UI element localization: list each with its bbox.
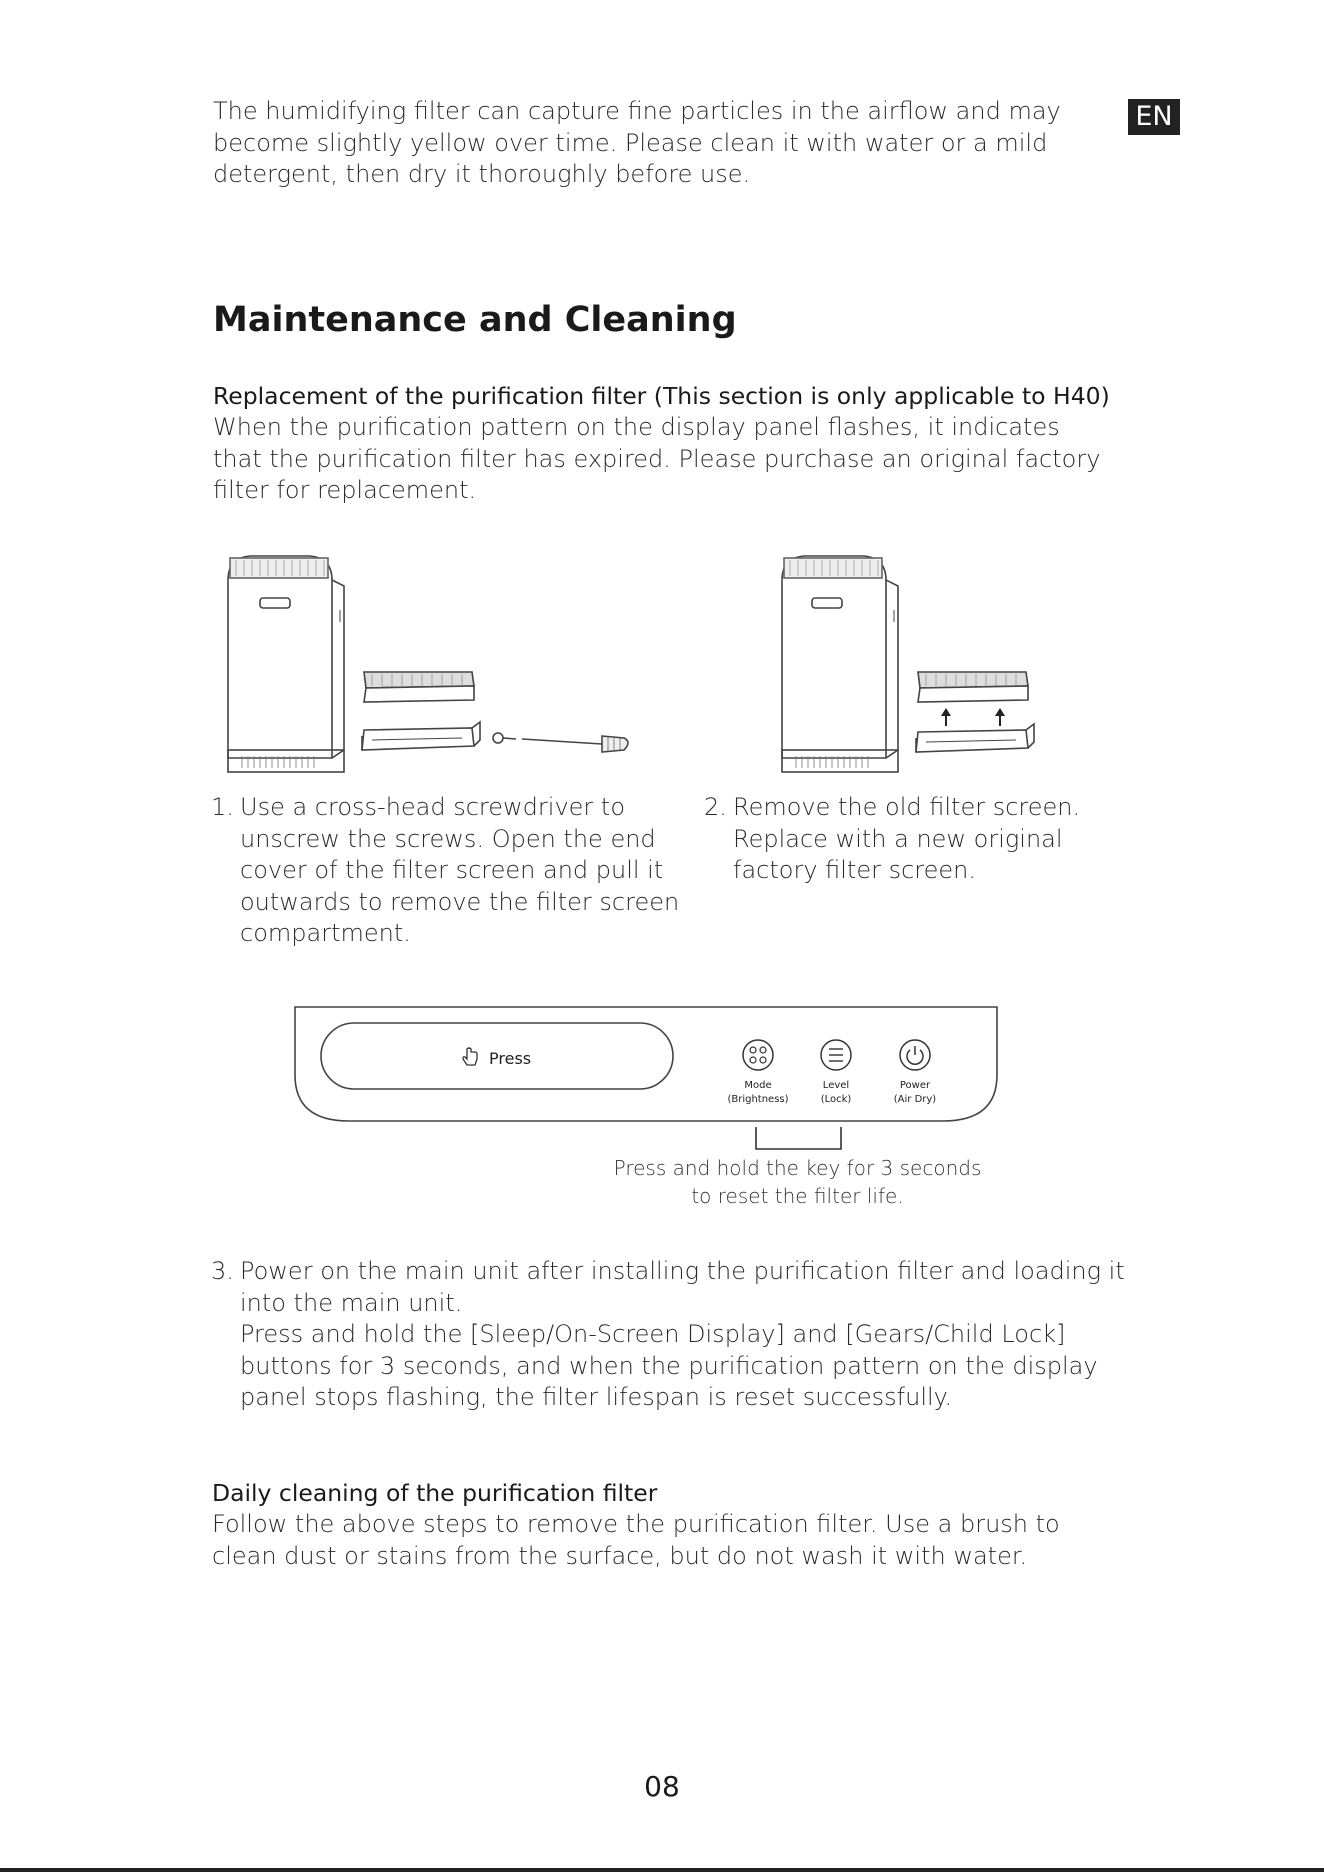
unit-handle: [812, 598, 842, 608]
mode-label: Mode: [744, 1080, 772, 1091]
step-number: 1.: [211, 793, 234, 821]
level-button: [821, 1040, 852, 1105]
replace-filter-illustration: [778, 550, 1048, 775]
power-button: [894, 1040, 937, 1105]
reset-note-line-2: to reset the filter life.: [691, 1183, 904, 1208]
top-grille: [784, 558, 882, 578]
level-icon: [829, 1049, 843, 1061]
language-badge: EN: [1128, 99, 1180, 135]
step-number: 3.: [211, 1257, 234, 1285]
press-label: Press: [489, 1049, 532, 1068]
mode-icon: [750, 1047, 766, 1063]
screw: [493, 733, 503, 743]
screwdriver-handle: [602, 736, 628, 752]
reset-note: [560, 1155, 1035, 1210]
step-3-line-1: Power on the main unit after installing the purification filter and loading it into the main unit.: [240, 1257, 1125, 1317]
purifier-unit-body: [228, 556, 332, 758]
control-panel-diagram: [293, 1005, 999, 1123]
screwdriver-shaft: [522, 739, 602, 744]
level-label: Level: [822, 1080, 850, 1091]
step-text: Use a cross-head screwdriver to unscrew the screws. Open the end cover of the filter screen and pull it outwards to remove the filter screen compartment.: [240, 793, 680, 947]
bottom-rule: [0, 1868, 1324, 1872]
step-number: 2.: [704, 793, 727, 821]
power-icon: [907, 1046, 923, 1064]
replacement-paragraph: When the purification pattern on the display panel flashes, it indicates that the purification filter has expired. Please purchase an original factory filter for replacement.: [213, 413, 1101, 504]
section-title: Maintenance and Cleaning: [213, 300, 737, 340]
top-grille: [230, 558, 328, 578]
daily-cleaning-heading: Daily cleaning of the purification filter: [212, 1479, 658, 1507]
power-label: Power: [899, 1080, 931, 1091]
replacement-heading: Replacement of the purification filter (This section is only applicable to H40): [213, 382, 1110, 410]
mode-button: [727, 1040, 788, 1105]
unit-base: [782, 750, 898, 772]
hand-press-icon: [463, 1048, 477, 1065]
arrow-up-icon: [941, 708, 1005, 726]
key-bracket: [755, 1127, 845, 1151]
purifier-unit-body: [782, 556, 886, 758]
level-sub-label: (Lock): [820, 1094, 852, 1105]
step-text: [240, 1256, 1130, 1414]
mode-sub-label: (Brightness): [727, 1094, 789, 1105]
unscrew-illustration: [222, 550, 642, 775]
unit-handle: [260, 598, 290, 608]
reset-note-line-1: Press and hold the key for 3 seconds: [613, 1156, 982, 1180]
intro-paragraph: The humidifying filter can capture fine particles in the airflow and may become slightly yellow over time. Please clean it with water or a mild detergent, then dry it thoroughly before use.: [213, 97, 1061, 188]
daily-cleaning-paragraph: Follow the above steps to remove the purification filter. Use a brush to clean dust or stains from the surface, but do not wash it with water.: [212, 1510, 1060, 1570]
step-text: Remove the old filter screen. Replace with a new original factory filter screen.: [733, 793, 1081, 884]
unit-base: [228, 750, 344, 772]
page-number: 08: [644, 1770, 680, 1803]
power-sub-label: (Air Dry): [893, 1094, 937, 1105]
step-3-line-2: Press and hold the [Sleep/On-Screen Display] and [Gears/Child Lock] buttons for 3 seconds, and when the purification pattern on the display panel stops flashing, the filter lifespan is reset successfully.: [240, 1320, 1098, 1411]
